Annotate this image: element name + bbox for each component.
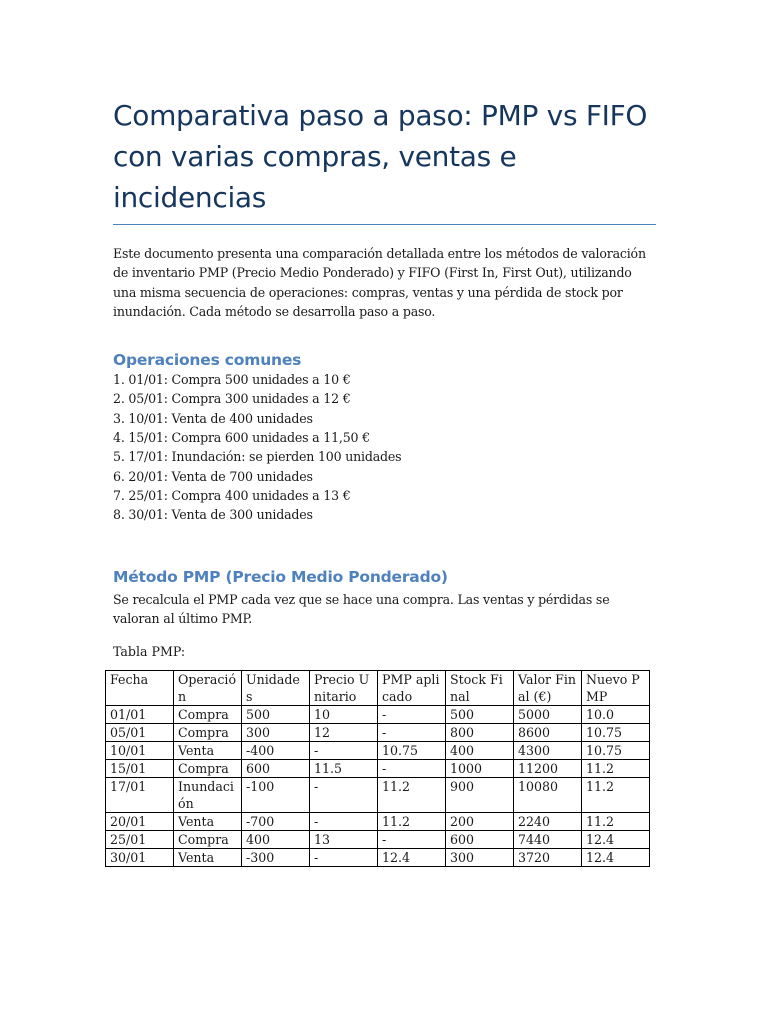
table-cell: 11.2 (582, 813, 650, 831)
table-cell: 300 (446, 849, 514, 867)
table-cell: 12 (310, 724, 378, 742)
table-cell: Venta (174, 742, 242, 760)
table-cell: 10.75 (582, 742, 650, 760)
table-cell: 2240 (514, 813, 582, 831)
table-cell: 500 (446, 706, 514, 724)
table-cell: Inundación (174, 778, 242, 813)
table-cell: 10.75 (378, 742, 446, 760)
table-cell: 3720 (514, 849, 582, 867)
table-cell: Compra (174, 831, 242, 849)
table-cell: 600 (242, 760, 310, 778)
table-cell: 1000 (446, 760, 514, 778)
table-cell: 12.4 (582, 849, 650, 867)
column-header: Stock Final (446, 671, 514, 706)
table-cell: 10 (310, 706, 378, 724)
table-cell: 11.2 (582, 760, 650, 778)
table-cell: 600 (446, 831, 514, 849)
table-cell: 12.4 (378, 849, 446, 867)
column-header: Valor Final (€) (514, 671, 582, 706)
table-cell: 500 (242, 706, 310, 724)
table-row (106, 813, 650, 831)
column-header: Precio Unitario (310, 671, 378, 706)
table-cell: 8600 (514, 724, 582, 742)
table-cell: 20/01 (106, 813, 174, 831)
document-page (110, 95, 656, 867)
table-cell: 13 (310, 831, 378, 849)
table-cell: -300 (242, 849, 310, 867)
operation-item: 4. 15/01: Compra 600 unidades a 11,50 € (113, 430, 370, 446)
pmp-table-label: Tabla PMP: (113, 644, 186, 660)
operations-list (113, 370, 656, 524)
table-cell: -700 (242, 813, 310, 831)
table-cell: - (310, 849, 378, 867)
column-header: Fecha (106, 671, 174, 706)
table-cell: 10.0 (582, 706, 650, 724)
table-cell: 7440 (514, 831, 582, 849)
intro-paragraph: Este documento presenta una comparación detallada entre los métodos de valoración de inventario PMP (Precio Medio Ponderado) y FIFO (First In, First Out), utilizando una misma secuencia de operaciones: compras, ventas y una pérdida de stock por inundación. Cada método se desarrolla paso a paso. (113, 246, 646, 319)
table-cell: - (378, 760, 446, 778)
table-cell: - (310, 778, 378, 813)
table-cell: 11.2 (378, 813, 446, 831)
column-header: Nuevo PMP (582, 671, 650, 706)
table-cell: 15/01 (106, 760, 174, 778)
table-cell: Compra (174, 706, 242, 724)
table-cell: -400 (242, 742, 310, 760)
pmp-table (105, 670, 650, 867)
table-cell: - (310, 742, 378, 760)
table-cell: 900 (446, 778, 514, 813)
table-cell: - (378, 831, 446, 849)
table-cell: Venta (174, 849, 242, 867)
operation-item: 3. 10/01: Venta de 400 unidades (113, 410, 313, 426)
table-cell: 10.75 (582, 724, 650, 742)
table-row (106, 849, 650, 867)
table-cell: Compra (174, 724, 242, 742)
table-cell: 05/01 (106, 724, 174, 742)
table-cell: 12.4 (582, 831, 650, 849)
column-header: PMP aplicado (378, 671, 446, 706)
table-cell: -100 (242, 778, 310, 813)
table-cell: - (378, 706, 446, 724)
pmp-table-body (106, 706, 650, 867)
operation-item: 7. 25/01: Compra 400 unidades a 13 € (113, 487, 351, 503)
table-row (106, 831, 650, 849)
table-cell: 11.2 (582, 778, 650, 813)
table-cell: 11200 (514, 760, 582, 778)
pmp-description: Se recalcula el PMP cada vez que se hace una compra. Las ventas y pérdidas se valoran al último PMP. (113, 591, 610, 626)
operation-item: 8. 30/01: Venta de 300 unidades (113, 507, 313, 523)
table-cell: 400 (242, 831, 310, 849)
table-cell: 10/01 (106, 742, 174, 760)
table-cell: 11.5 (310, 760, 378, 778)
column-header: Unidades (242, 671, 310, 706)
table-cell: 4300 (514, 742, 582, 760)
table-cell: - (378, 724, 446, 742)
table-cell: 11.2 (378, 778, 446, 813)
table-row (106, 778, 650, 813)
document-title: Comparativa paso a paso: PMP vs FIFO con varias compras, ventas e incidencias (113, 99, 648, 214)
table-cell: 30/01 (106, 849, 174, 867)
table-cell: 5000 (514, 706, 582, 724)
table-cell: 01/01 (106, 706, 174, 724)
table-cell: - (310, 813, 378, 831)
table-cell: 300 (242, 724, 310, 742)
table-cell: 17/01 (106, 778, 174, 813)
pmp-table-header-row (106, 671, 650, 706)
title-divider (113, 224, 656, 225)
table-row (106, 760, 650, 778)
operation-item: 6. 20/01: Venta de 700 unidades (113, 468, 313, 484)
table-cell: 800 (446, 724, 514, 742)
table-cell: Venta (174, 813, 242, 831)
operation-item: 1. 01/01: Compra 500 unidades a 10 € (113, 372, 351, 388)
table-cell: 400 (446, 742, 514, 760)
operation-item: 2. 05/01: Compra 300 unidades a 12 € (113, 391, 351, 407)
table-cell: 10080 (514, 778, 582, 813)
table-cell: 200 (446, 813, 514, 831)
column-header: Operación (174, 671, 242, 706)
table-row (106, 724, 650, 742)
table-cell: 25/01 (106, 831, 174, 849)
operations-heading: Operaciones comunes (113, 351, 302, 370)
table-row (106, 742, 650, 760)
table-cell: Compra (174, 760, 242, 778)
pmp-heading: Método PMP (Precio Medio Ponderado) (113, 567, 448, 586)
table-row (106, 706, 650, 724)
operation-item: 5. 17/01: Inundación: se pierden 100 unidades (113, 449, 402, 465)
